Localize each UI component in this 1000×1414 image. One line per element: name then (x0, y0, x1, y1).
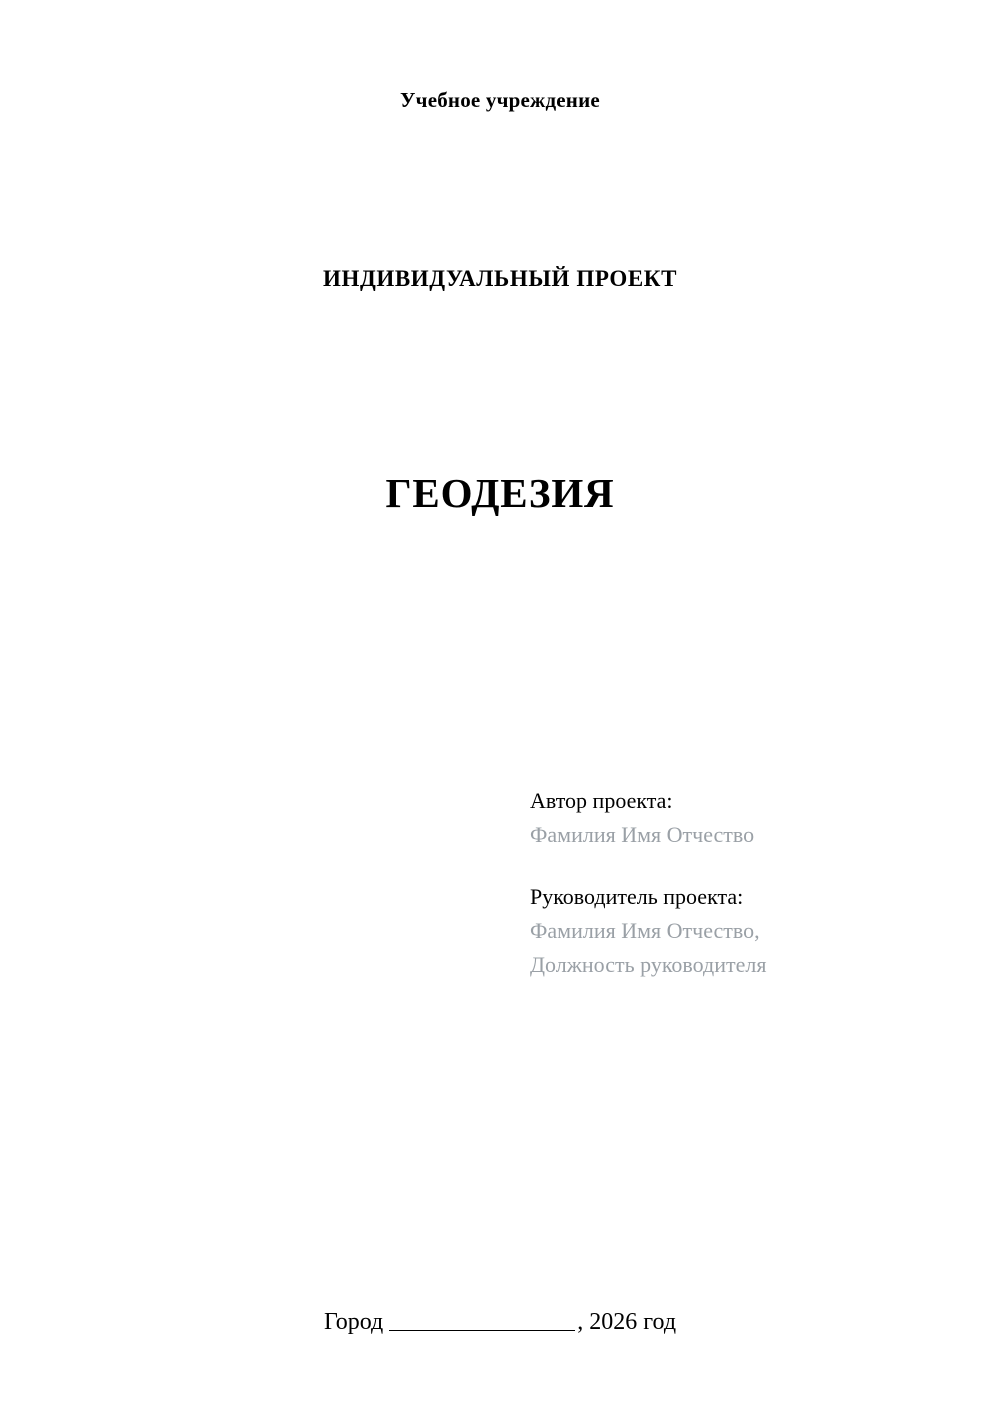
institution-name: Учебное учреждение (400, 88, 600, 112)
city-label: Город (323, 1309, 384, 1335)
author-value: Фамилия Имя Отчество (530, 822, 755, 848)
year-text: , 2026 год (577, 1309, 677, 1335)
city-blank-line (389, 1330, 575, 1331)
supervisor-value-line2: Должность руководителя (530, 952, 767, 978)
supervisor-group (530, 880, 930, 982)
page-title: ГЕОДЕЗИЯ (385, 470, 615, 517)
footer-line (0, 1309, 1000, 1336)
supervisor-value-line1: Фамилия Имя Отчество, (530, 918, 760, 944)
document-type: ИНДИВИДУАЛЬНЫЙ ПРОЕКТ (322, 266, 678, 291)
supervisor-label: Руководитель проекта: (530, 884, 744, 910)
author-label: Автор проекта: (530, 788, 673, 813)
author-group (530, 784, 930, 852)
credits-block (530, 784, 930, 982)
